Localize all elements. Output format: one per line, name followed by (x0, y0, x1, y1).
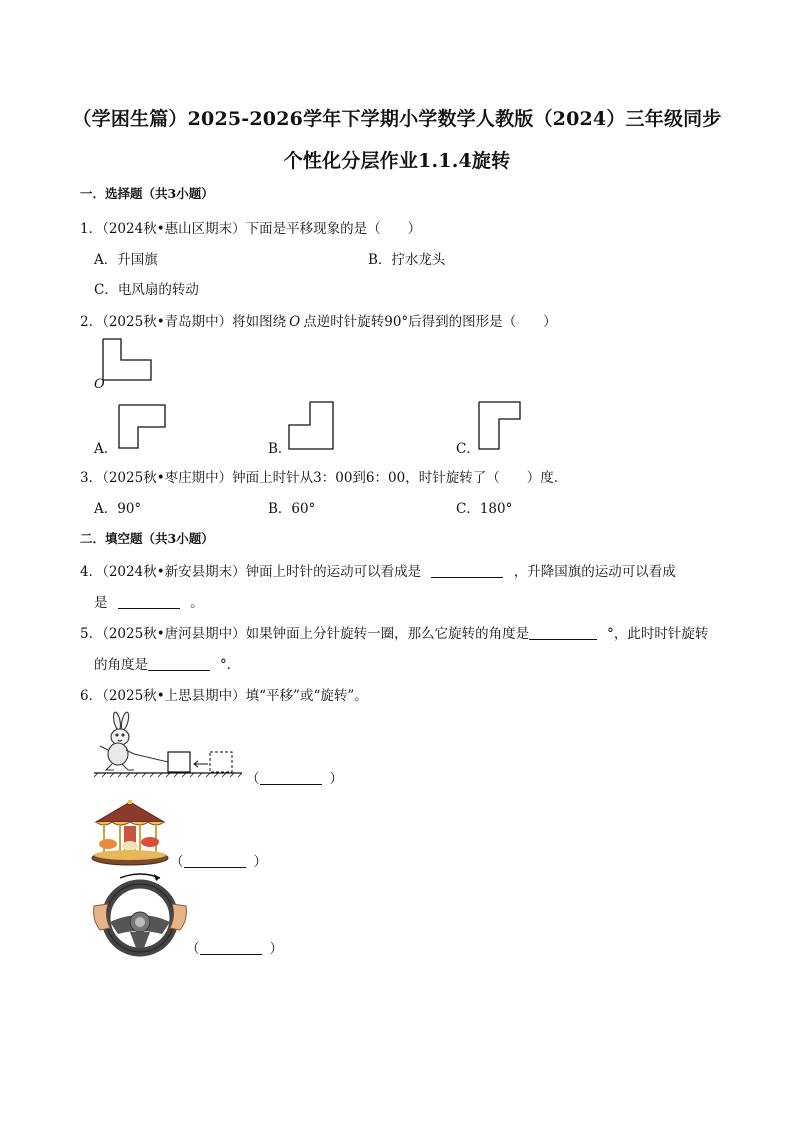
question-2-option-b-shape (288, 401, 336, 451)
question-5-line2-pre: 的角度是 (94, 657, 148, 673)
question-5-line1 (80, 622, 708, 642)
section-heading-choice: 一．选择题（共3小题） (80, 186, 214, 201)
question-4-line2 (94, 591, 204, 611)
question-4-blank-1[interactable] (431, 563, 503, 578)
carousel-image (90, 800, 170, 866)
rabbit-pulling-box-image (94, 712, 244, 776)
question-4-line1-post: ，升降国旗的运动可以看成 (513, 564, 676, 580)
rabbit-icon (100, 712, 134, 770)
question-2-option-b: B． (268, 441, 292, 457)
section-heading-fill: 二．填空题（共3小题） (80, 531, 214, 546)
question-1-option-a: A．升国旗 (94, 252, 158, 268)
carousel-icon (92, 800, 168, 865)
page-title-line2: 个性化分层作业1.1.4旋转 (283, 150, 511, 172)
question-2-option-c: C． (456, 441, 480, 457)
question-3-option-b: B．60° (268, 501, 316, 517)
question-2-point-label: O (94, 377, 105, 392)
paren-open: （ (170, 854, 184, 870)
question-2-stem-o: O (289, 314, 301, 330)
question-2-stem-post: 点逆时针旋转90°后得到的图形是（ ） (303, 314, 557, 330)
question-4-line2-post: 。 (190, 595, 204, 611)
question-3-stem: 3．（2025秋•枣庄期中）钟面上时针从3：00到6：00，时针旋转了（ ）度． (80, 470, 568, 486)
question-6-answer-2 (170, 850, 267, 870)
question-6-blank-1[interactable] (260, 770, 322, 785)
question-6-stem: 6．（2025秋•上思县期中）填“平移”或“旋转”。 (80, 688, 368, 704)
question-5-blank-1[interactable] (529, 625, 597, 640)
question-2-option-a: A． (94, 441, 118, 457)
question-4-line1 (80, 560, 676, 580)
question-1-option-c: C．电风扇的转动 (94, 282, 199, 298)
question-5-line1-post: °，此时时针旋转 (607, 626, 709, 642)
question-3-option-a: A．90° (94, 501, 142, 517)
question-6-blank-3[interactable] (200, 940, 262, 955)
paren-close: ） (253, 854, 267, 870)
question-6-answer-3 (186, 937, 283, 957)
question-2-stem-pre: 2．（2025秋•青岛期中）将如图绕 (80, 314, 287, 330)
question-4-blank-2[interactable] (118, 594, 180, 609)
steering-wheel-image (90, 870, 190, 956)
question-5-blank-2[interactable] (148, 656, 210, 671)
question-6-answer-1 (246, 767, 343, 787)
question-2-option-c-shape (478, 401, 524, 451)
question-2-original-shape (102, 338, 154, 382)
paren-open: （ (246, 771, 260, 787)
question-1-option-b: B．拧水龙头 (368, 252, 446, 268)
paren-close: ） (269, 941, 283, 957)
question-2-stem (80, 310, 557, 330)
question-4-line1-pre: 4．（2024秋•新安县期末）钟面上时针的运动可以看成是 (80, 564, 422, 580)
question-4-line2-pre: 是 (94, 595, 108, 611)
paren-close: ） (329, 771, 343, 787)
page-title-line1: （学困生篇）2025-2026学年下学期小学数学人教版（2024）三年级同步 (72, 108, 722, 130)
steering-wheel-icon (94, 874, 187, 952)
paren-open: （ (186, 941, 200, 957)
question-5-line2-post: °． (220, 657, 241, 673)
question-2-option-a-shape (118, 404, 170, 450)
question-3-option-c: C．180° (456, 501, 513, 517)
question-1-stem: 1．（2024秋•惠山区期末）下面是平移现象的是（ ） (80, 221, 422, 237)
question-5-line1-pre: 5．（2025秋•唐河县期中）如果钟面上分针旋转一圈，那么它旋转的角度是 (80, 626, 530, 642)
question-5-line2 (94, 653, 240, 673)
question-6-blank-2[interactable] (184, 853, 246, 868)
